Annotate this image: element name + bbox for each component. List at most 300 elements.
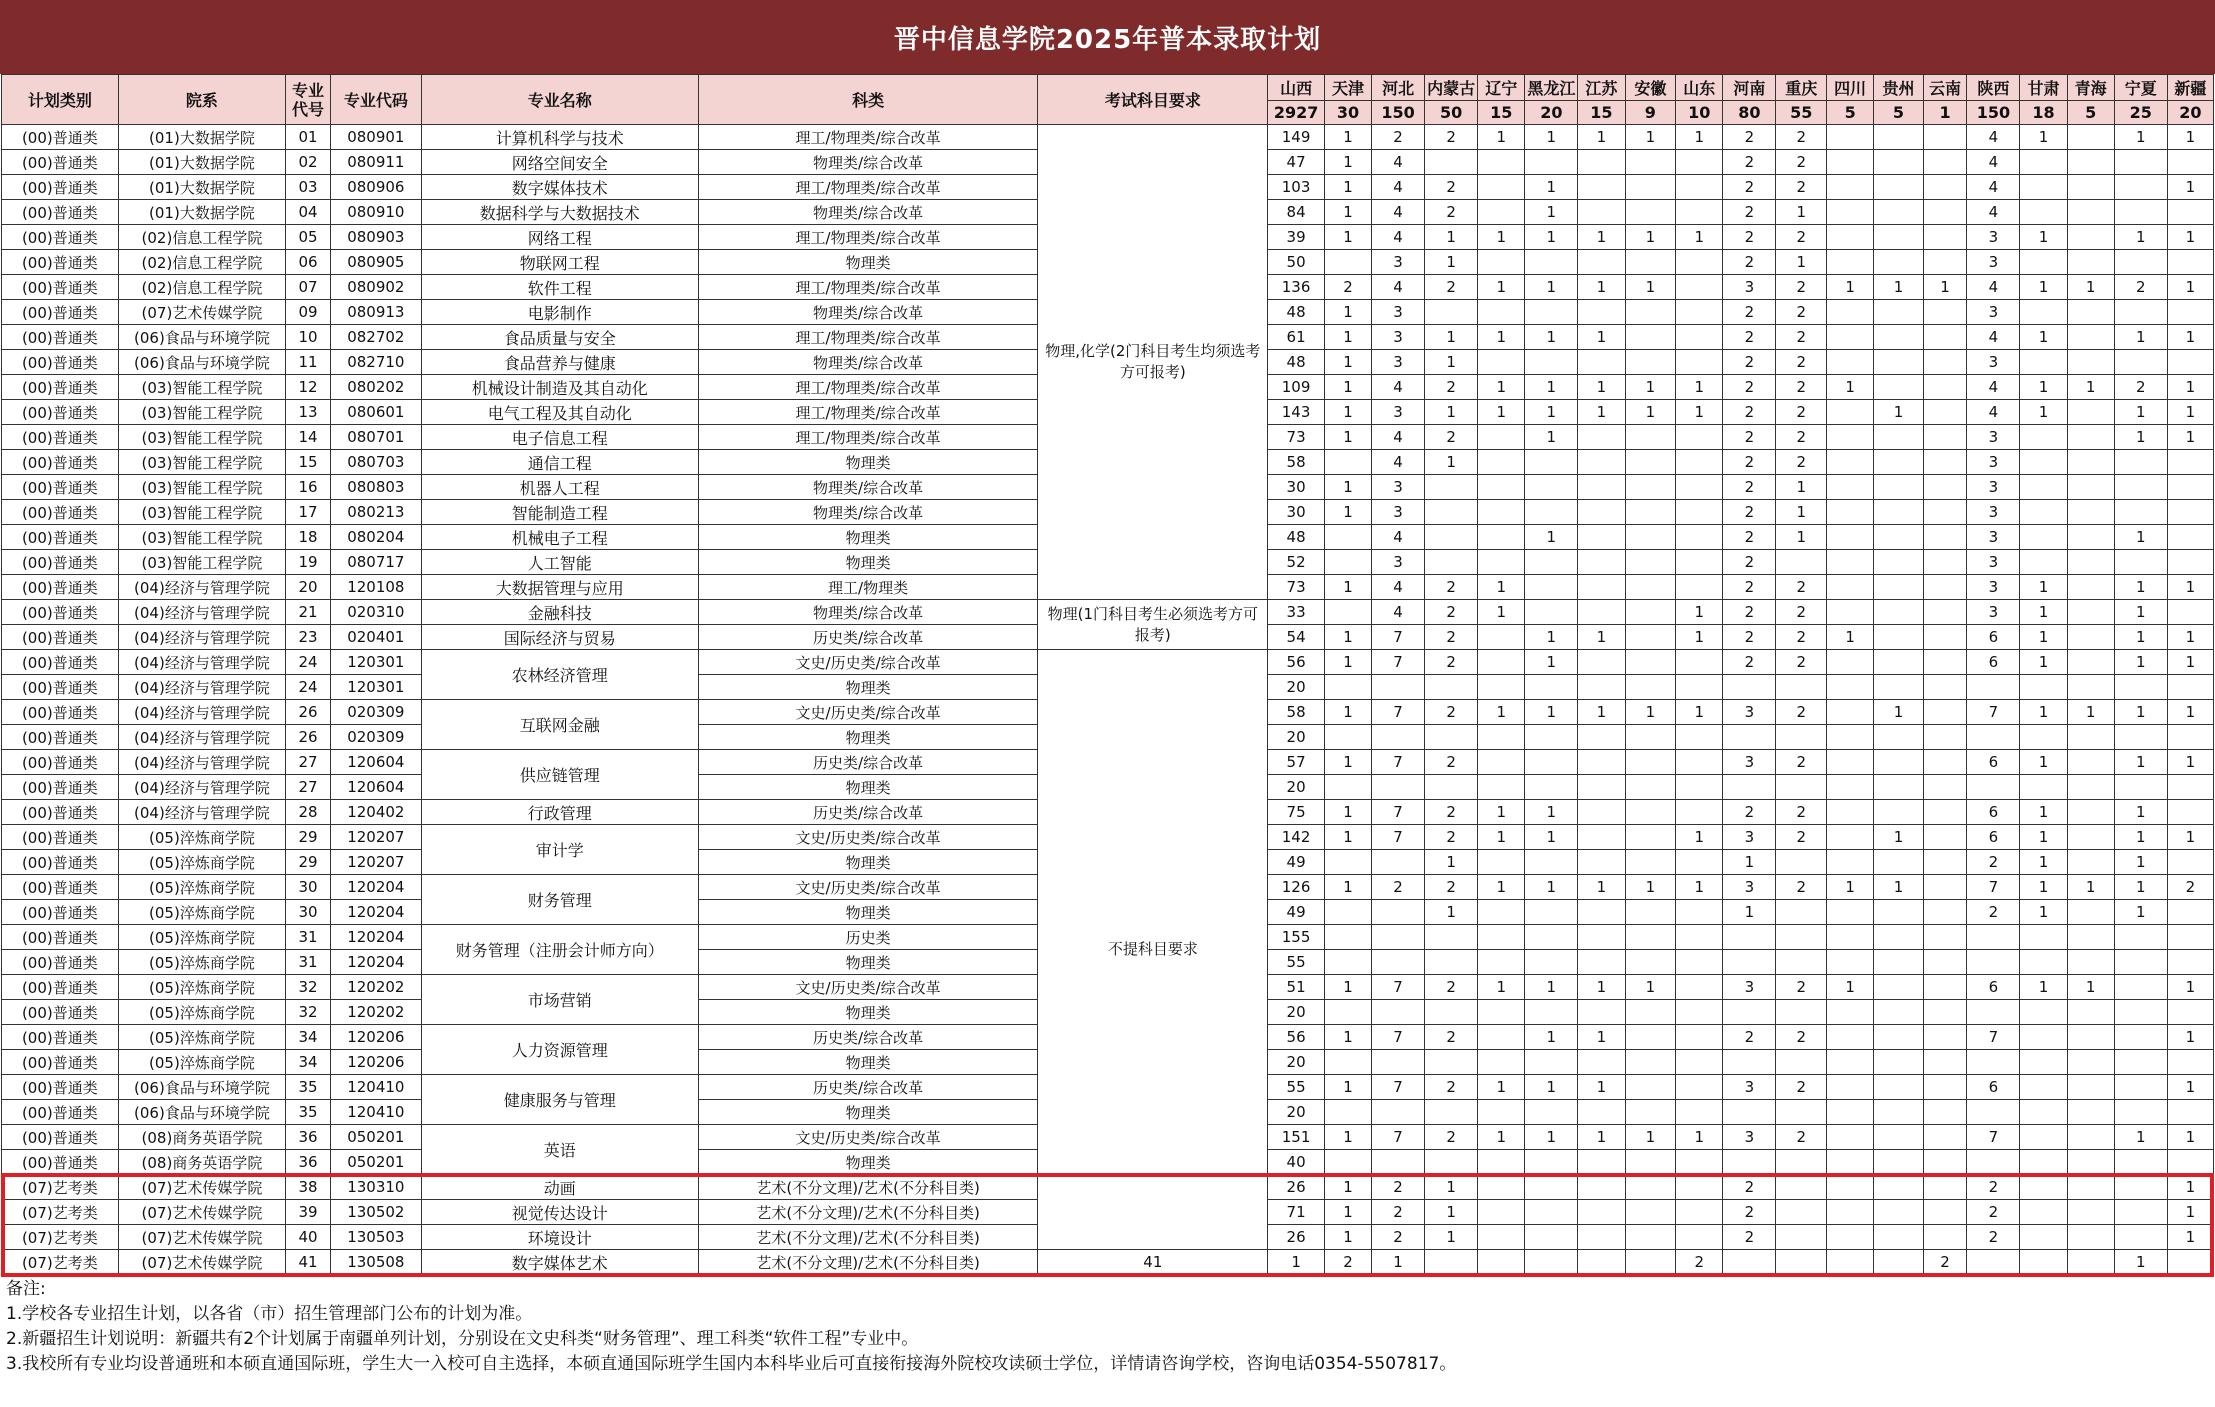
major-name-cell: 食品质量与安全 [421,325,698,350]
quota-cell: 1 [2020,875,2067,900]
header-province-name: 内蒙古 [1425,75,1478,101]
quota-cell: 1 [2067,975,2114,1000]
subject-cell: 物理类/综合改革 [698,600,1038,625]
quota-cell: 1 [2167,1025,2213,1050]
quota-cell: 2 [1776,800,1827,825]
quota-cell: 1 [1478,800,1525,825]
quota-cell: 1 [2020,750,2067,775]
quota-cell [1676,900,1723,925]
subject-cell: 文史/历史类/综合改革 [698,875,1038,900]
plan-type-cell: (00)普通类 [2,1050,119,1075]
quota-cell [2067,1100,2114,1125]
quota-cell: 1 [1676,375,1723,400]
quota-cell [1372,725,1425,750]
major-no-cell: 24 [286,675,331,700]
quota-cell: 52 [1268,550,1325,575]
quota-cell [1874,900,1924,925]
college-cell: (02)信息工程学院 [118,250,285,275]
major-name-cell: 数字媒体技术 [421,175,698,200]
quota-cell: 1 [2020,625,2067,650]
quota-cell: 1 [2020,325,2067,350]
quota-cell: 3 [1372,350,1425,375]
plan-type-cell: (00)普通类 [2,775,119,800]
quota-cell: 1 [1478,400,1525,425]
quota-cell: 1 [1525,525,1578,550]
quota-cell: 2 [1425,200,1478,225]
quota-cell: 1 [1676,875,1723,900]
quota-cell [1776,950,1827,975]
college-cell: (03)智能工程学院 [118,400,285,425]
quota-cell [1478,300,1525,325]
subject-cell: 物理类/综合改革 [698,150,1038,175]
quota-cell: 1 [1478,325,1525,350]
quota-cell: 1 [1676,600,1723,625]
major-no-cell: 09 [286,300,331,325]
quota-cell [1425,1100,1478,1125]
subject-cell: 艺术(不分文理)/艺术(不分科目类) [698,1175,1038,1200]
college-cell: (02)信息工程学院 [118,225,285,250]
quota-cell [1874,425,1924,450]
plan-type-cell: (00)普通类 [2,250,119,275]
quota-cell: 1 [1425,900,1478,925]
quota-cell [1525,775,1578,800]
quota-cell [1676,300,1723,325]
quota-cell [1478,150,1525,175]
major-no-cell: 07 [286,275,331,300]
quota-cell [1324,250,1371,275]
quota-cell [1625,600,1676,625]
quota-cell [1874,650,1924,675]
quota-cell: 1 [1478,375,1525,400]
major-no-cell: 23 [286,625,331,650]
quota-cell [1578,200,1625,225]
subject-cell: 物理类 [698,1000,1038,1025]
quota-cell [1923,625,1967,650]
quota-cell: 1 [1723,850,1776,875]
major-code-cell: 120202 [330,975,421,1000]
quota-cell [1525,1000,1578,1025]
quota-cell [1425,950,1478,975]
quota-cell [1874,600,1924,625]
major-code-cell: 120604 [330,775,421,800]
major-name-cell: 农林经济管理 [421,650,698,700]
quota-cell [2067,625,2114,650]
quota-cell: 1 [1525,375,1578,400]
quota-cell [1478,925,1525,950]
quota-cell: 1 [2167,225,2213,250]
quota-cell [1874,225,1924,250]
college-cell: (07)艺术传媒学院 [118,300,285,325]
subject-cell: 物理类 [698,525,1038,550]
quota-cell [1578,175,1625,200]
quota-cell [1923,250,1967,275]
plan-type-cell: (00)普通类 [2,575,119,600]
quota-cell [1625,850,1676,875]
quota-cell: 2 [1723,350,1776,375]
college-cell: (04)经济与管理学院 [118,700,285,725]
quota-cell [2067,525,2114,550]
quota-cell: 1 [1525,425,1578,450]
quota-cell [2067,750,2114,775]
quota-cell: 4 [1372,450,1425,475]
major-name-cell: 机械电子工程 [421,525,698,550]
quota-cell [2167,350,2213,375]
quota-cell [1723,775,1776,800]
quota-cell [1676,1075,1723,1100]
quota-cell [2020,925,2067,950]
college-cell: (04)经济与管理学院 [118,650,285,675]
quota-cell: 1 [1525,800,1578,825]
quota-cell: 1 [1525,1075,1578,1100]
quota-cell [1874,1225,1924,1250]
quota-cell [1425,150,1478,175]
quota-cell [1776,1100,1827,1125]
major-no-cell: 26 [286,725,331,750]
quota-cell [1776,550,1827,575]
quota-cell [1478,175,1525,200]
quota-cell [1874,750,1924,775]
quota-cell [1578,900,1625,925]
quota-cell: 2 [1776,625,1827,650]
quota-cell: 1 [2020,825,2067,850]
quota-cell: 2 [1776,700,1827,725]
quota-cell: 2 [1776,350,1827,375]
quota-cell: 7 [1967,875,2020,900]
quota-cell [1425,500,1478,525]
quota-cell [1625,550,1676,575]
major-name-cell: 网络工程 [421,225,698,250]
quota-cell: 3 [1723,750,1776,775]
college-cell: (07)艺术传媒学院 [118,1225,285,1250]
quota-cell: 1 [1827,375,1874,400]
major-code-cell: 080803 [330,475,421,500]
header-province-total: 80 [1723,101,1776,125]
major-code-cell: 120604 [330,750,421,775]
quota-cell [1827,1150,1874,1175]
quota-cell: 1 [1676,625,1723,650]
major-code-cell: 080903 [330,225,421,250]
quota-cell [1425,1150,1478,1175]
quota-cell: 2 [1372,1175,1425,1200]
quota-cell: 7 [1372,625,1425,650]
quota-cell [1827,900,1874,925]
college-cell: (05)淬炼商学院 [118,1050,285,1075]
quota-cell [2020,175,2067,200]
quota-cell: 49 [1268,900,1325,925]
quota-cell [1827,1200,1874,1225]
header-province-name: 天津 [1324,75,1371,101]
quota-cell [1923,950,1967,975]
plan-type-cell: (00)普通类 [2,425,119,450]
subject-cell: 物理类/综合改革 [698,300,1038,325]
quota-cell: 4 [1967,325,2020,350]
quota-cell [1923,650,1967,675]
major-name-cell: 审计学 [421,825,698,875]
major-name-cell: 视觉传达设计 [421,1200,698,1225]
quota-cell [1578,300,1625,325]
quota-cell: 2 [1776,425,1827,450]
quota-cell [2114,250,2167,275]
quota-cell: 2 [1723,650,1776,675]
plan-type-cell: (00)普通类 [2,850,119,875]
quota-cell [2020,1150,2067,1175]
plan-type-cell: (00)普通类 [2,825,119,850]
quota-cell: 1 [1324,425,1371,450]
quota-cell: 1 [2020,225,2067,250]
major-no-cell: 29 [286,850,331,875]
major-name-cell: 物联网工程 [421,250,698,275]
quota-cell: 1 [2114,525,2167,550]
quota-cell [1827,1050,1874,1075]
quota-cell [1478,750,1525,775]
table-row [2,1250,2214,1275]
quota-cell [1372,1150,1425,1175]
quota-cell [1525,150,1578,175]
quota-cell [1967,1150,2020,1175]
quota-cell: 1 [2067,375,2114,400]
subject-cell: 文史/历史类/综合改革 [698,825,1038,850]
quota-cell: 1 [1625,1125,1676,1150]
quota-cell [1827,350,1874,375]
plan-type-cell: (00)普通类 [2,325,119,350]
quota-cell: 1 [1324,650,1371,675]
quota-cell: 2 [1776,225,1827,250]
quota-cell [1723,675,1776,700]
quota-cell [1578,1175,1625,1200]
quota-cell [1478,1225,1525,1250]
quota-cell [2167,1100,2213,1125]
quota-cell: 4 [1967,400,2020,425]
quota-cell: 3 [1723,275,1776,300]
quota-cell [1525,1050,1578,1075]
quota-cell: 1 [1425,1225,1478,1250]
major-code-cell: 120204 [330,950,421,975]
plan-type-cell: (00)普通类 [2,975,119,1000]
quota-cell [2167,1050,2213,1075]
college-cell: (04)经济与管理学院 [118,600,285,625]
quota-cell: 3 [1723,825,1776,850]
quota-cell [1923,300,1967,325]
quota-cell [1923,800,1967,825]
quota-cell: 4 [1967,375,2020,400]
quota-cell: 2 [1425,700,1478,725]
quota-cell: 1 [1578,125,1625,150]
quota-cell [1874,725,1924,750]
quota-cell: 3 [1723,975,1776,1000]
major-name-cell: 数字媒体艺术 [421,1250,698,1275]
quota-cell: 2 [1967,1225,2020,1250]
quota-cell [1625,525,1676,550]
quota-cell [1874,1050,1924,1075]
quota-cell: 1 [1625,975,1676,1000]
quota-cell [1478,200,1525,225]
quota-cell [2020,1075,2067,1100]
quota-cell [1874,1000,1924,1025]
quota-cell: 3 [1967,450,2020,475]
quota-cell [1923,575,1967,600]
quota-cell [1827,525,1874,550]
major-name-cell: 网络空间安全 [421,150,698,175]
quota-cell: 1 [2114,125,2167,150]
quota-cell [1676,150,1723,175]
quota-cell [2067,500,2114,525]
quota-cell [1676,775,1723,800]
quota-cell [1967,1250,2020,1275]
quota-cell: 3 [1967,425,2020,450]
quota-cell: 4 [1372,425,1425,450]
header-major-no: 专业代号 [286,75,331,125]
quota-cell [1625,800,1676,825]
quota-cell [1827,850,1874,875]
quota-cell [1625,625,1676,650]
quota-cell [2067,600,2114,625]
header-province-name: 青海 [2067,75,2114,101]
quota-cell [2167,475,2213,500]
quota-cell [2067,950,2114,975]
quota-cell: 1 [1776,500,1827,525]
quota-cell: 3 [1967,225,2020,250]
quota-cell: 58 [1268,700,1325,725]
quota-cell: 7 [1372,1075,1425,1100]
quota-cell [1525,850,1578,875]
quota-cell [1676,800,1723,825]
quota-cell: 61 [1268,325,1325,350]
quota-cell [2114,775,2167,800]
quota-cell: 1 [1525,700,1578,725]
quota-cell [1723,1050,1776,1075]
header-plan-type: 计划类别 [2,75,119,125]
quota-cell: 1 [2020,850,2067,875]
quota-cell [1525,575,1578,600]
header-province-total: 20 [2167,101,2213,125]
plan-type-cell: (00)普通类 [2,725,119,750]
major-code-cell: 050201 [330,1125,421,1150]
quota-cell: 47 [1268,150,1325,175]
quota-cell [1578,1250,1625,1275]
plan-type-cell: (00)普通类 [2,125,119,150]
quota-cell: 2 [1723,225,1776,250]
quota-cell: 155 [1268,925,1325,950]
plan-type-cell: (00)普通类 [2,1075,119,1100]
quota-cell [2067,1050,2114,1075]
header-province-name: 陕西 [1967,75,2020,101]
quota-cell [1827,1175,1874,1200]
quota-cell [1478,775,1525,800]
quota-cell: 1 [1478,700,1525,725]
quota-cell: 1 [1525,1125,1578,1150]
quota-cell [1525,475,1578,500]
quota-cell [1723,1150,1776,1175]
quota-cell [1676,550,1723,575]
quota-cell: 1 [1525,125,1578,150]
quota-cell: 1 [1525,200,1578,225]
quota-cell [1578,925,1625,950]
quota-cell: 1 [2114,425,2167,450]
quota-cell: 1 [1827,275,1874,300]
quota-cell [1578,675,1625,700]
quota-cell [1625,1225,1676,1250]
quota-cell: 1 [1324,225,1371,250]
quota-cell: 1 [1324,1200,1371,1225]
quota-cell [1324,550,1371,575]
quota-cell [1625,1250,1676,1275]
quota-cell: 41 [1038,1250,1268,1275]
quota-cell [1625,350,1676,375]
quota-cell [1324,1000,1371,1025]
quota-cell [1625,475,1676,500]
quota-cell: 7 [1967,700,2020,725]
quota-cell: 2 [1723,200,1776,225]
quota-cell [1578,250,1625,275]
quota-cell: 1 [2020,575,2067,600]
college-cell: (05)淬炼商学院 [118,950,285,975]
quota-cell: 2 [1723,575,1776,600]
quota-cell [1776,1150,1827,1175]
quota-cell [1676,575,1723,600]
college-cell: (05)淬炼商学院 [118,1025,285,1050]
quota-cell: 1 [2167,1200,2213,1225]
quota-cell [1625,1175,1676,1200]
subject-cell: 理工/物理类/综合改革 [698,275,1038,300]
quota-cell [1827,700,1874,725]
quota-cell: 2 [1324,1250,1371,1275]
quota-cell: 3 [1723,1125,1776,1150]
quota-cell: 20 [1268,725,1325,750]
major-code-cell: 080902 [330,275,421,300]
quota-cell [1372,850,1425,875]
quota-cell: 2 [1723,125,1776,150]
header-major-name: 专业名称 [421,75,698,125]
quota-cell [1776,1200,1827,1225]
quota-cell: 3 [1372,475,1425,500]
major-no-cell: 10 [286,325,331,350]
quota-cell [1827,750,1874,775]
quota-cell: 4 [1372,200,1425,225]
quota-cell [2167,800,2213,825]
quota-cell [1578,525,1625,550]
quota-cell [1776,675,1827,700]
exam-requirement-cell: 不提科目要求 [1038,650,1268,1250]
quota-cell [2114,350,2167,375]
quota-cell [1525,725,1578,750]
quota-cell: 1 [2167,125,2213,150]
major-no-cell: 36 [286,1125,331,1150]
quota-cell: 1 [2020,800,2067,825]
quota-cell: 1 [2114,875,2167,900]
quota-cell [1967,775,2020,800]
quota-cell: 2 [1723,500,1776,525]
subject-cell: 艺术(不分文理)/艺术(不分科目类) [698,1200,1038,1225]
major-no-cell: 32 [286,1000,331,1025]
plan-type-cell: (00)普通类 [2,1025,119,1050]
major-code-cell: 120207 [330,850,421,875]
plan-type-cell: (00)普通类 [2,150,119,175]
major-no-cell: 28 [286,800,331,825]
quota-cell [1525,450,1578,475]
quota-cell [1578,1225,1625,1250]
quota-cell [1676,950,1723,975]
quota-cell [2114,1100,2167,1125]
quota-cell [2067,1250,2114,1275]
quota-cell [1625,1200,1676,1225]
header-province-total: 5 [1827,101,1874,125]
quota-cell: 2 [1425,975,1478,1000]
quota-cell [1874,775,1924,800]
major-name-cell: 机器人工程 [421,475,698,500]
quota-cell [1625,750,1676,775]
quota-cell [1827,175,1874,200]
quota-cell [1967,1050,2020,1075]
